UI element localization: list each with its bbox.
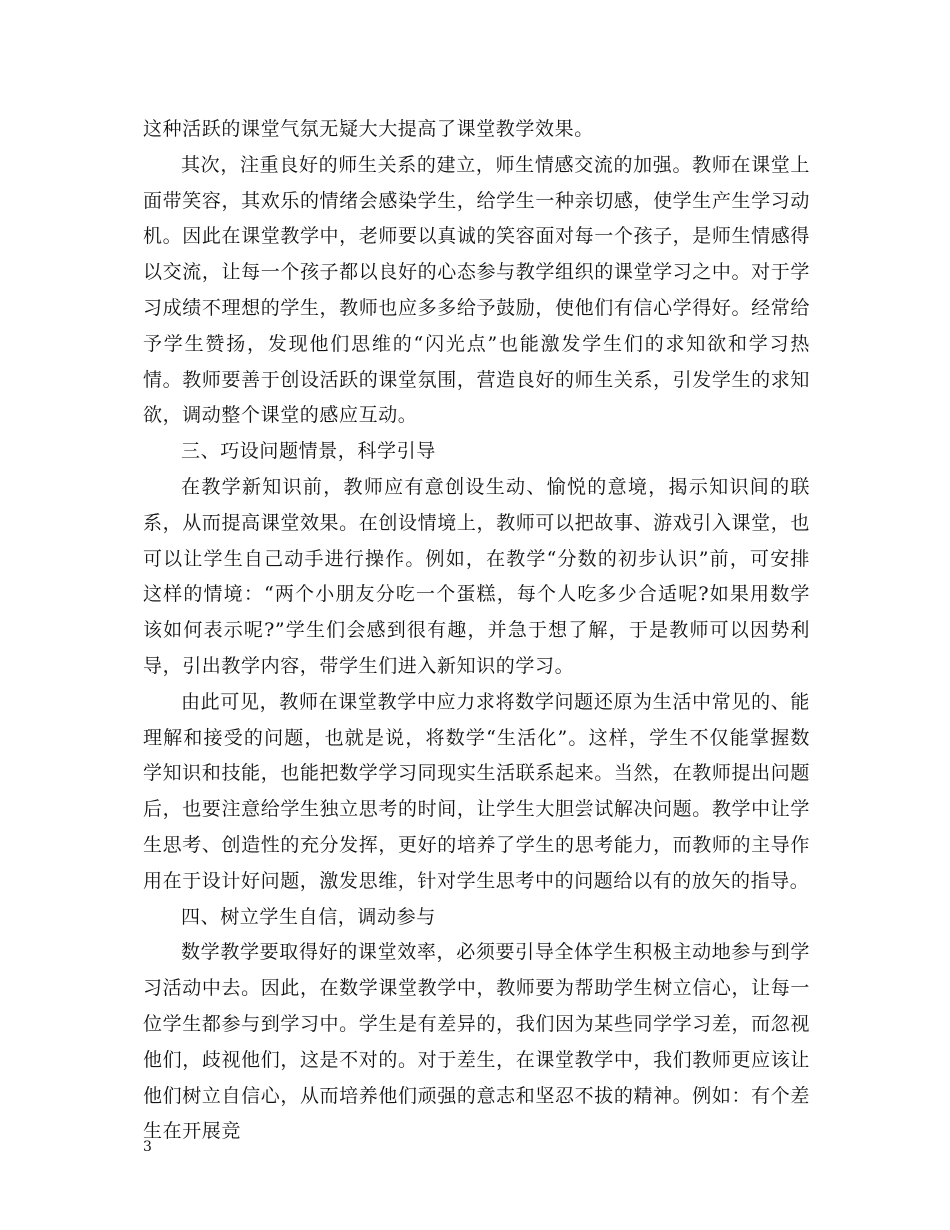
section-heading-4: 四、树立学生自信，调动参与 <box>181 905 436 928</box>
paragraph-7: 数学教学要取得好的课堂效率，必须要引导全体学生积极主动地参与到学习活动中去。因此，在数学课堂教学中，教师要为帮助学生树立信心，让每一位学生都参与到学习中。学生是有差异的，我们因为某些同学学习差，而忽视他们，歧视他们，这是不对的。对于差生，在课堂教学中，我们教师更应该让他们树立自信心，从而培养他们顽强的意志和坚忍不拔的精神。例如：有个差生在开展竞 <box>143 941 810 1143</box>
paragraph-1: 这种活跃的课堂气氛无疑大大提高了课堂教学效果。 <box>143 118 594 140</box>
body-text <box>143 112 810 1150</box>
paragraph-5: 由此可见，教师在课堂教学中应力求将数学问题还原为生活中常见的、能理解和接受的问题，也就是说，将数学“生活化”。这样，学生不仅能掌握数学知识和技能，也能把数学学习同现实生活联系起来。当然，在教师提出问题后，也要注意给学生独立思考的时间，让学生大胆尝试解决问题。教学中让学生思考、创造性的充分发挥，更好的培养了学生的思考能力，而教师的主导作用在于设计好问题，激发思维，针对学生思考中的问题给以有的放矢的指导。 <box>143 690 810 892</box>
paragraph-2: 其次，注重良好的师生关系的建立，师生情感交流的加强。教师在课堂上面带笑容，其欢乐的情绪会感染学生，给学生一种亲切感，使学生产生学习动机。因此在课堂教学中，老师要以真诚的笑容面对每一个孩子，是师生情感得以交流，让每一个孩子都以良好的心态参与教学组织的课堂学习之中。对于学习成绩不理想的学生，教师也应多多给予鼓励，使他们有信心学得好。经常给予学生赞扬，发现他们思维的“闪光点”也能激发学生们的求知欲和学习热情。教师要善于创设活跃的课堂氛围，营造良好的师生关系，引发学生的求知欲，调动整个课堂的感应互动。 <box>143 153 810 427</box>
paragraph-4: 在教学新知识前，教师应有意创设生动、愉悦的意境，揭示知识间的联系，从而提高课堂效果。在创设情境上，教师可以把故事、游戏引入课堂，也可以让学生自己动手进行操作。例如，在教学“分数的初步认识”前，可安排这样的情境：“两个小朋友分吃一个蛋糕，每个人吃多少合适呢?如果用数学该如何表示呢?”学生们会感到很有趣，并急于想了解，于是教师可以因势利导，引出教学内容，带学生们进入新知识的学习。 <box>143 475 810 677</box>
section-heading-3: 三、巧设问题情景，科学引导 <box>181 440 436 463</box>
page-number: 3 <box>143 1139 152 1155</box>
